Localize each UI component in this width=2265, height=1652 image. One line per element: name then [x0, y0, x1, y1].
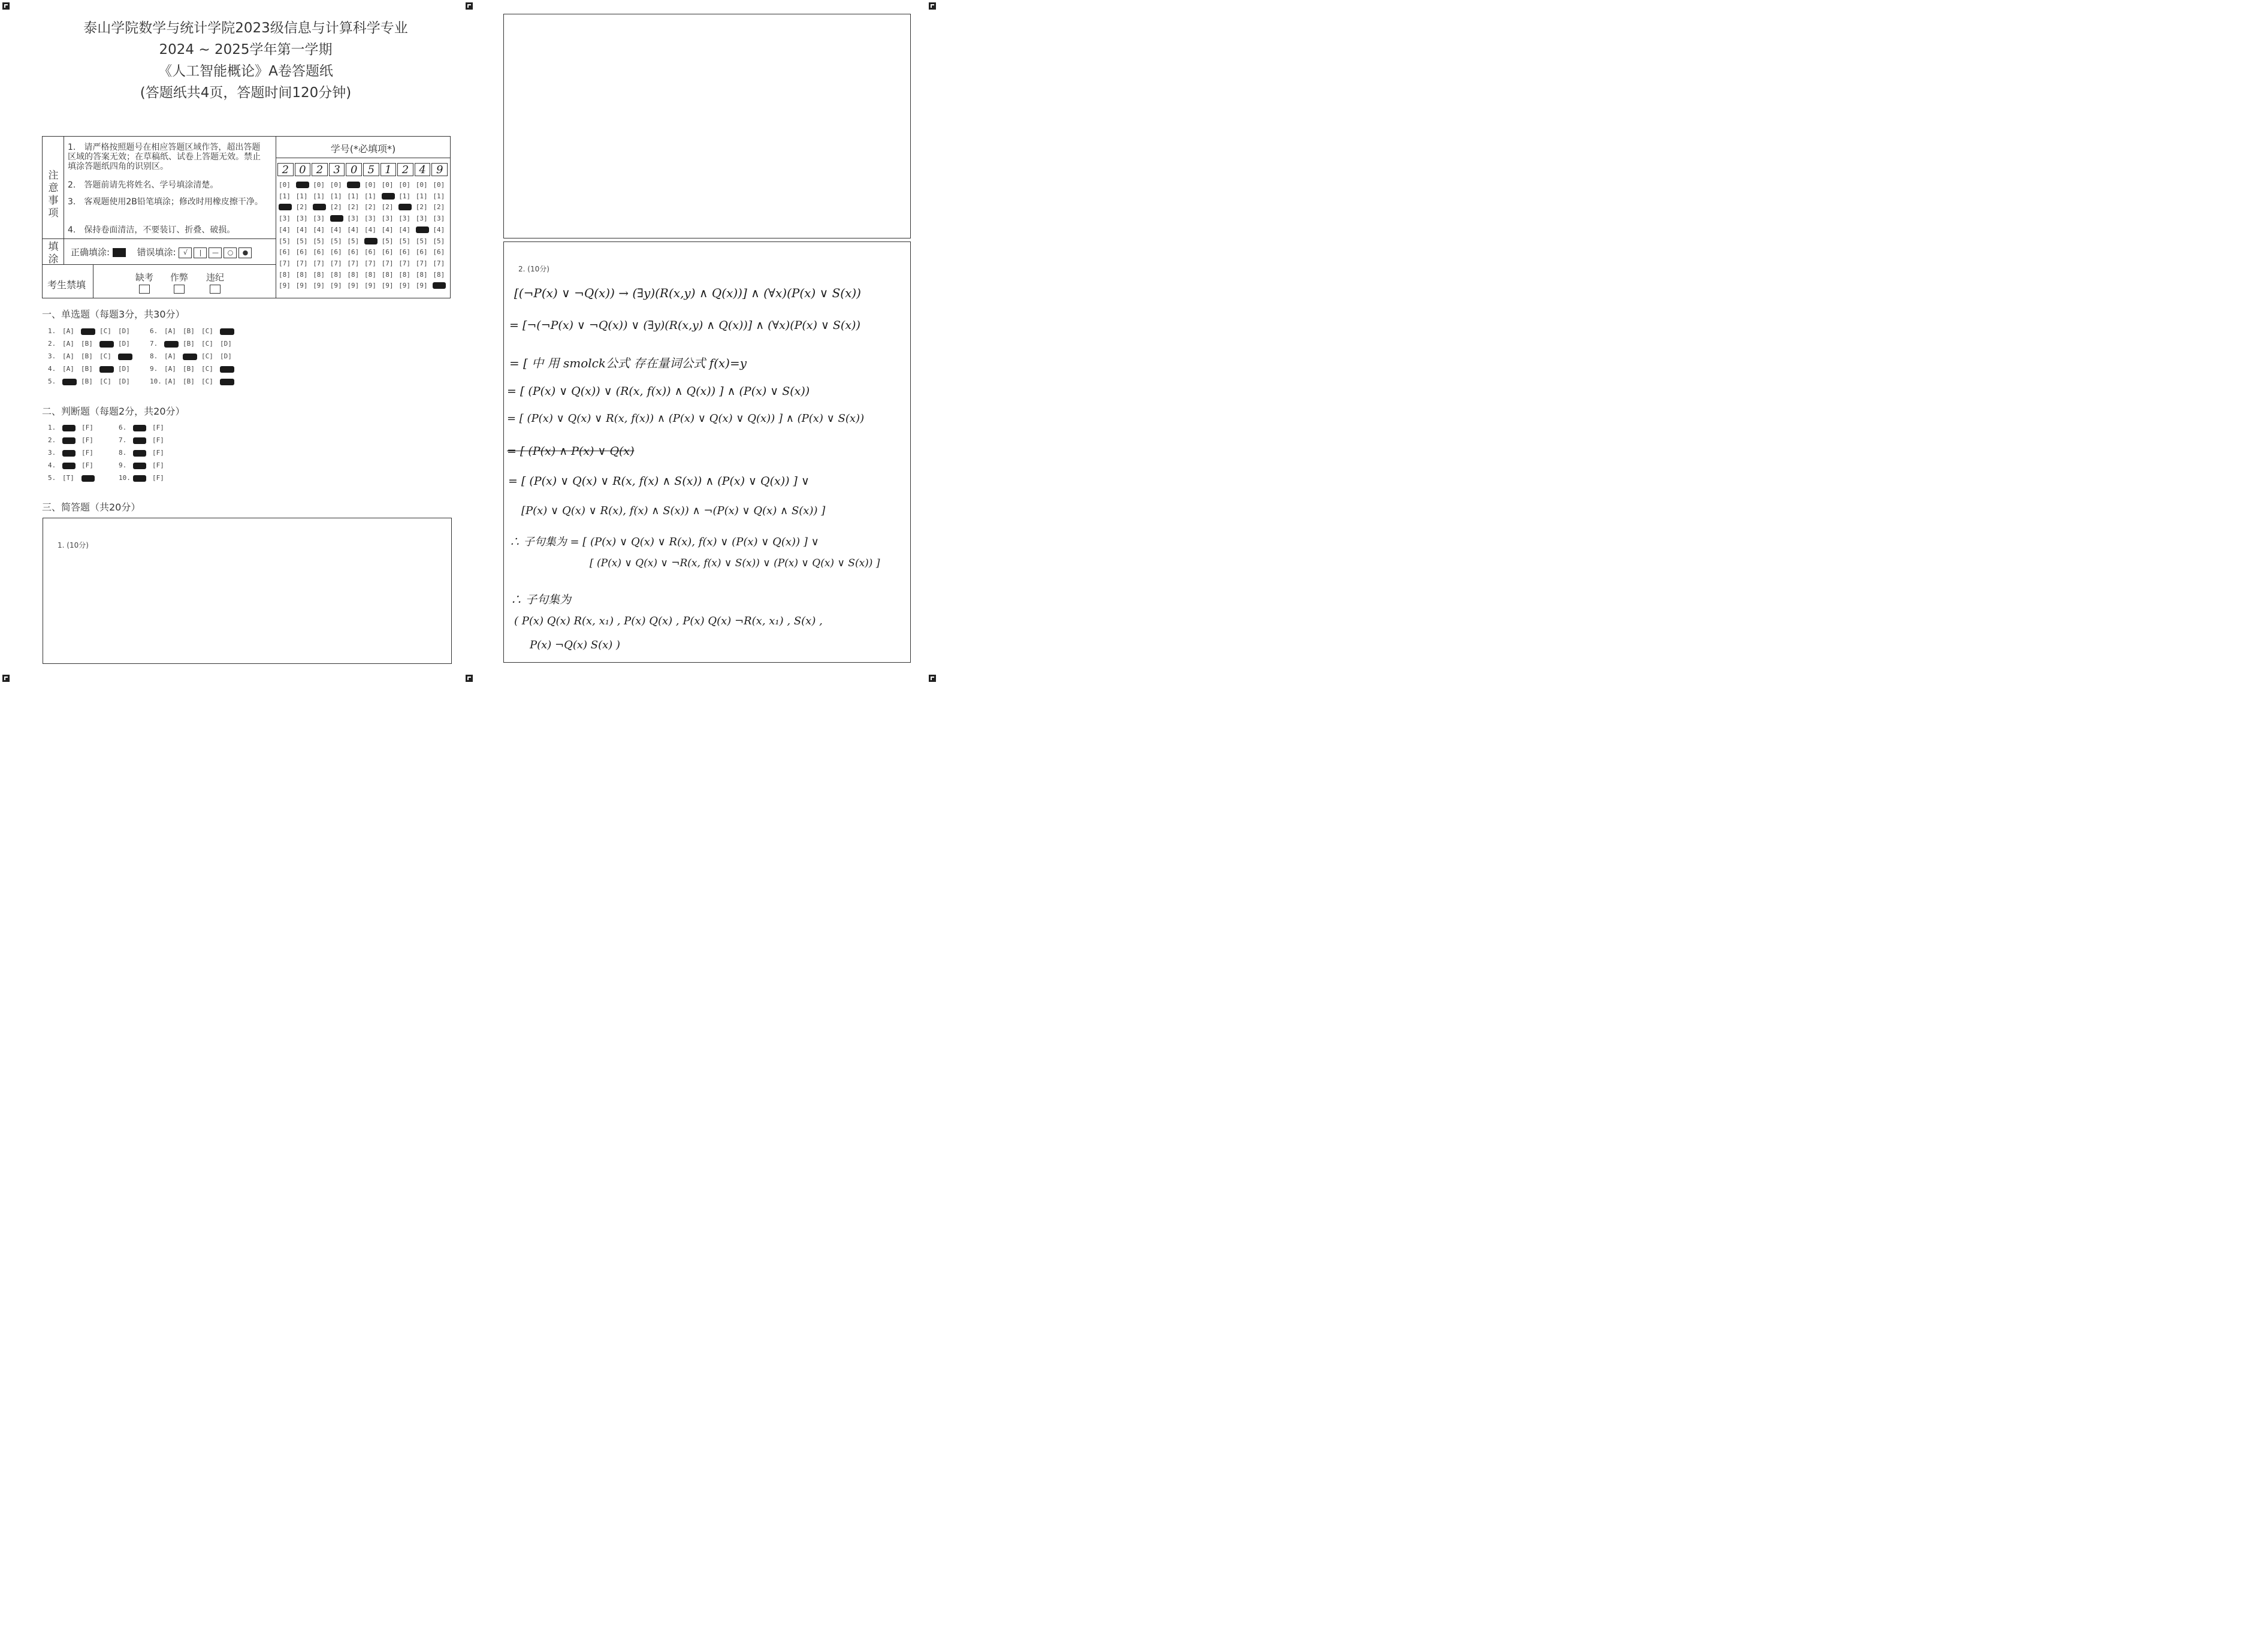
- tf-question-number: 9.: [119, 461, 127, 469]
- tf-bubble-filled[interactable]: [62, 463, 76, 469]
- student-id-bubble[interactable]: [5]: [313, 237, 325, 245]
- mc-bubble-filled[interactable]: [220, 328, 234, 335]
- page-title-line3: 《人工智能概论》A卷答题纸: [158, 64, 333, 79]
- student-id-digit-box: 1: [380, 163, 397, 176]
- tf-answer-area: [48, 424, 204, 486]
- student-id-bubble[interactable]: [0]: [330, 181, 342, 189]
- student-id-bubble[interactable]: [7]: [398, 259, 411, 267]
- handwriting-line-2: = [¬(¬P(x) ∨ ¬Q(x)) ∨ (∃y)(R(x,y) ∧ Q(x))] ∧ (∀x)(P(x) ∨ S(x)): [509, 319, 860, 332]
- mc-question-number: 6.: [150, 327, 158, 335]
- mc-bubble[interactable]: [C]: [201, 377, 213, 385]
- mc-question-number: 9.: [150, 365, 158, 373]
- mc-question-number: 4.: [48, 365, 56, 373]
- mc-bubble[interactable]: [A]: [164, 327, 176, 335]
- tf-question-number: 8.: [119, 449, 127, 457]
- student-id-bubble[interactable]: [3]: [279, 215, 291, 223]
- tf-bubble-filled[interactable]: [133, 425, 146, 431]
- student-id-bubble[interactable]: [9]: [398, 282, 411, 290]
- student-id-bubble[interactable]: [5]: [330, 237, 342, 245]
- student-id-bubble[interactable]: [8]: [279, 270, 291, 279]
- mc-bubble[interactable]: [C]: [201, 327, 213, 335]
- mc-bubble-filled[interactable]: [220, 366, 234, 373]
- tf-bubble-filled[interactable]: [81, 475, 95, 482]
- student-id-bubble[interactable]: [0]: [398, 181, 411, 189]
- wrong-mark-circle: ○: [224, 247, 237, 258]
- fill-example-row: [71, 246, 253, 258]
- mc-bubble[interactable]: [A]: [62, 352, 74, 360]
- mc-bubble-filled[interactable]: [164, 341, 179, 348]
- student-id-bubble[interactable]: [7]: [347, 259, 360, 267]
- mc-question-number: 7.: [150, 340, 158, 348]
- student-id-bubble[interactable]: [7]: [313, 259, 325, 267]
- student-id-bubble-filled[interactable]: [364, 238, 378, 244]
- student-id-bubble[interactable]: [1]: [279, 192, 291, 200]
- student-id-bubble[interactable]: [2]: [347, 203, 360, 212]
- tf-bubble[interactable]: [F]: [81, 424, 93, 431]
- corner-marker-bottom-left: [2, 675, 10, 682]
- mc-question-number: 5.: [48, 377, 56, 385]
- tf-bubble-filled[interactable]: [62, 450, 76, 457]
- tf-bubble[interactable]: [F]: [81, 461, 93, 469]
- handwriting-line-9: ∴ 子句集为 = [ (P(x) ∨ Q(x) ∨ R(x), f(x) ∨ (P(x) ∨ Q(x)) ] ∨: [509, 536, 819, 548]
- student-id-bubble[interactable]: [7]: [279, 259, 291, 267]
- mc-bubble[interactable]: [C]: [201, 340, 213, 348]
- mc-bubble[interactable]: [B]: [183, 365, 195, 373]
- student-id-digit-box: 5: [363, 163, 379, 176]
- student-id-bubble[interactable]: [4]: [398, 225, 411, 234]
- student-id-bubble[interactable]: [9]: [364, 282, 376, 290]
- student-id-bubble[interactable]: [8]: [415, 270, 428, 279]
- student-id-bubble[interactable]: [0]: [279, 181, 291, 189]
- student-id-bubble[interactable]: [5]: [398, 237, 411, 245]
- student-id-bubble[interactable]: [7]: [295, 259, 308, 267]
- student-id-bubble-filled[interactable]: [347, 182, 360, 188]
- mc-bubble[interactable]: [C]: [201, 352, 213, 360]
- mc-bubble[interactable]: [A]: [164, 352, 176, 360]
- student-id-bubble[interactable]: [6]: [347, 248, 360, 256]
- student-id-digit-box: 0: [346, 163, 362, 176]
- tf-question-number: 3.: [48, 449, 56, 457]
- mc-bubble[interactable]: [B]: [183, 327, 195, 335]
- handwriting-line-10: [ (P(x) ∨ Q(x) ∨ ¬R(x, f(x) ∨ S(x)) ∨ (P(x) ∨ Q(x) ∨ S(x)) ]: [590, 557, 880, 569]
- student-id-bubble[interactable]: [3]: [381, 215, 394, 223]
- student-id-bubble[interactable]: [2]: [295, 203, 308, 212]
- student-id-bubble[interactable]: [3]: [347, 215, 360, 223]
- student-id-bubble[interactable]: [4]: [381, 225, 394, 234]
- student-id-bubble[interactable]: [3]: [433, 215, 445, 223]
- mc-question-number: 1.: [48, 327, 56, 335]
- corner-marker-bottom-right: [929, 675, 936, 682]
- tf-question-number: 2.: [48, 436, 56, 444]
- mc-bubble[interactable]: [B]: [183, 340, 195, 348]
- notice-label: 注意事项: [48, 170, 59, 219]
- status-violation-checkbox[interactable]: [210, 285, 221, 294]
- mc-bubble-filled[interactable]: [99, 341, 114, 348]
- tf-bubble[interactable]: [F]: [152, 436, 164, 444]
- student-id-bubble[interactable]: [6]: [381, 248, 394, 256]
- tf-bubble[interactable]: [F]: [152, 424, 164, 431]
- student-id-bubble[interactable]: [1]: [295, 192, 308, 200]
- student-id-bubble[interactable]: [2]: [330, 203, 342, 212]
- mc-bubble[interactable]: [B]: [81, 340, 93, 348]
- mc-bubble-filled[interactable]: [118, 354, 132, 360]
- notice-item-3: 3. 客观题使用2B铅笔填涂；修改时用橡皮擦干净。: [68, 197, 263, 207]
- student-id-bubble[interactable]: [4]: [313, 225, 325, 234]
- mc-bubble[interactable]: [A]: [164, 365, 176, 373]
- mc-question-number: 2.: [48, 340, 56, 348]
- student-id-bubble[interactable]: [2]: [364, 203, 376, 212]
- student-id-bubble[interactable]: [9]: [330, 282, 342, 290]
- page-title-line4: (答题纸共4页，答题时间120分钟): [140, 85, 352, 101]
- mc-answer-area: [48, 327, 264, 389]
- status-cheat-label: 作弊: [170, 272, 188, 283]
- wrong-mark-dot: ●: [238, 247, 252, 258]
- tf-section-title: 二、判断题（每题2分，共20分）: [42, 406, 185, 417]
- mc-bubble[interactable]: [D]: [220, 352, 232, 360]
- tf-bubble[interactable]: [T]: [62, 474, 74, 482]
- student-id-bubble[interactable]: [3]: [364, 215, 376, 223]
- student-id-bubble[interactable]: [4]: [347, 225, 360, 234]
- answer-box-q1[interactable]: [43, 518, 452, 664]
- student-id-bubble[interactable]: [6]: [433, 248, 445, 256]
- notice-item-1: 1. 请严格按照题号在相应答题区域作答，超出答题区域的答案无效；在草稿纸、试卷上答题无效。禁止填涂答题纸四角的识别区。: [68, 143, 261, 171]
- student-id-bubble[interactable]: [9]: [279, 282, 291, 290]
- handwriting-line-7: = [ (P(x) ∨ Q(x) ∨ R(x, f(x) ∧ S(x)) ∧ (P(x) ∨ Q(x)) ] ∨: [508, 475, 810, 488]
- student-id-bubble[interactable]: [8]: [364, 270, 376, 279]
- student-id-bubble[interactable]: [6]: [313, 248, 325, 256]
- mc-section-title: 一、单选题（每题3分，共30分）: [42, 309, 185, 320]
- status-option-violation: [203, 271, 227, 294]
- student-id-bubble[interactable]: [1]: [433, 192, 445, 200]
- mc-bubble[interactable]: [B]: [183, 377, 195, 385]
- mc-bubble[interactable]: [C]: [99, 327, 111, 335]
- mc-bubble[interactable]: [B]: [81, 377, 93, 385]
- student-id-bubble[interactable]: [3]: [398, 215, 411, 223]
- mc-bubble[interactable]: [D]: [220, 340, 232, 348]
- notice-box: [42, 136, 451, 298]
- student-id-bubble[interactable]: [8]: [381, 270, 394, 279]
- student-id-bubble[interactable]: [5]: [295, 237, 308, 245]
- handwriting-line-11: ∴ 子句集为: [511, 593, 572, 606]
- student-id-bubble[interactable]: [0]: [415, 181, 428, 189]
- student-id-bubble[interactable]: [3]: [415, 215, 428, 223]
- mc-bubble-filled[interactable]: [220, 379, 234, 385]
- mc-question-number: 8.: [150, 352, 158, 360]
- status-cheat-checkbox[interactable]: [174, 285, 185, 294]
- mc-bubble[interactable]: [C]: [99, 352, 111, 360]
- mc-bubble[interactable]: [D]: [118, 340, 130, 348]
- status-option-absent: [132, 271, 156, 294]
- student-id-bubble[interactable]: [8]: [433, 270, 445, 279]
- q2-label: 2. (10分): [518, 265, 549, 273]
- status-absent-label: 缺考: [135, 272, 153, 283]
- student-id-bubble-filled[interactable]: [296, 182, 309, 188]
- corner-marker-top-right: [929, 2, 936, 10]
- handwriting-line-8: [P(x) ∨ Q(x) ∨ R(x), f(x) ∧ S(x)) ∧ ¬(P(x) ∨ Q(x) ∧ S(x)) ]: [521, 505, 826, 517]
- student-id-bubble[interactable]: [7]: [330, 259, 342, 267]
- student-id-bubble[interactable]: [7]: [415, 259, 428, 267]
- correct-fill-label: 正确填涂:: [71, 247, 110, 258]
- student-id-bubble[interactable]: [8]: [295, 270, 308, 279]
- corner-marker-top-left: [2, 2, 10, 10]
- student-id-digit-box: 2: [277, 163, 294, 176]
- student-id-bubble[interactable]: [5]: [415, 237, 428, 245]
- tf-bubble-filled[interactable]: [133, 437, 146, 444]
- student-id-bubble-filled[interactable]: [313, 204, 326, 210]
- student-id-bubble[interactable]: [2]: [381, 203, 394, 212]
- student-id-bubble[interactable]: [8]: [398, 270, 411, 279]
- student-id-bubble[interactable]: [7]: [433, 259, 445, 267]
- student-id-bubble[interactable]: [4]: [364, 225, 376, 234]
- student-id-bubble[interactable]: [1]: [364, 192, 376, 200]
- student-id-bubble[interactable]: [9]: [347, 282, 360, 290]
- student-id-bubble[interactable]: [5]: [381, 237, 394, 245]
- notice-item-4: 4. 保持卷面清洁，不要装订、折叠、破损。: [68, 225, 235, 235]
- student-id-digits: [277, 163, 449, 177]
- status-absent-checkbox[interactable]: [139, 285, 150, 294]
- mc-bubble[interactable]: [A]: [164, 377, 176, 385]
- exam-forbidden-label: 考生禁填: [47, 279, 86, 291]
- handwriting-line-12: ( P(x) Q(x) R(x, x₁) , P(x) Q(x) , P(x) Q(x) ¬R(x, x₁) , S(x) ,: [514, 615, 823, 627]
- mc-question-number: 3.: [48, 352, 56, 360]
- status-violation-label: 违纪: [206, 272, 224, 283]
- student-id-bubble[interactable]: [4]: [433, 225, 445, 234]
- student-id-bubble[interactable]: [1]: [398, 192, 411, 200]
- student-id-digit-box: 0: [295, 163, 311, 176]
- student-id-bubble-filled[interactable]: [433, 282, 446, 289]
- tf-bubble[interactable]: [F]: [152, 474, 164, 482]
- student-id-bubble-filled[interactable]: [416, 226, 429, 233]
- tf-bubble-filled[interactable]: [133, 463, 146, 469]
- student-id-bubble[interactable]: [7]: [381, 259, 394, 267]
- wrong-fill-label: 错误填涂:: [137, 247, 176, 258]
- tf-question-number: 5.: [48, 474, 56, 482]
- student-id-bubble-filled[interactable]: [279, 204, 292, 210]
- wrong-mark-check: √: [179, 247, 192, 258]
- student-id-bubble[interactable]: [9]: [295, 282, 308, 290]
- mc-bubble[interactable]: [C]: [99, 377, 111, 385]
- mc-bubble-filled[interactable]: [183, 354, 197, 360]
- student-id-bubble[interactable]: [0]: [364, 181, 376, 189]
- student-id-bubble[interactable]: [8]: [347, 270, 360, 279]
- notice-item-2: 2. 答题前请先将姓名、学号填涂清楚。: [68, 180, 219, 190]
- handwriting-line-5: = [ (P(x) ∨ Q(x) ∨ R(x, f(x)) ∧ (P(x) ∨ Q(x) ∨ Q(x)) ] ∧ (P(x) ∨ S(x)): [507, 412, 865, 425]
- student-id-bubble[interactable]: [5]: [433, 237, 445, 245]
- tf-bubble[interactable]: [F]: [81, 436, 93, 444]
- handwriting-line-6: = [ (P(x) ∧ P(x) ∨ Q(x): [507, 445, 635, 458]
- corner-marker-top-middle: [466, 2, 473, 10]
- student-id-bubble-filled[interactable]: [382, 193, 395, 200]
- student-id-bubble[interactable]: [2]: [415, 203, 428, 212]
- short-answer-section-title: 三、简答题（共20分）: [42, 502, 141, 513]
- student-id-bubble[interactable]: [0]: [381, 181, 394, 189]
- answer-box-continuation[interactable]: [503, 14, 911, 238]
- student-id-bubble[interactable]: [8]: [313, 270, 325, 279]
- student-id-bubble[interactable]: [7]: [364, 259, 376, 267]
- tf-bubble-filled[interactable]: [133, 450, 146, 457]
- student-id-bubble[interactable]: [3]: [313, 215, 325, 223]
- mc-bubble[interactable]: [B]: [81, 352, 93, 360]
- student-id-bubble[interactable]: [0]: [433, 181, 445, 189]
- handwriting-line-13: P(x) ¬Q(x) S(x) ): [530, 639, 621, 651]
- mc-bubble-filled[interactable]: [62, 379, 77, 385]
- student-id-digit-box: 2: [312, 163, 328, 176]
- mc-bubble[interactable]: [B]: [81, 365, 93, 373]
- student-id-digit-box: 9: [431, 163, 448, 176]
- fill-label: 填涂: [48, 241, 59, 265]
- student-id-bubble[interactable]: [9]: [415, 282, 428, 290]
- mc-bubble[interactable]: [D]: [118, 365, 130, 373]
- mc-bubble[interactable]: [D]: [118, 377, 130, 385]
- mc-bubble[interactable]: [A]: [62, 327, 74, 335]
- tf-bubble[interactable]: [F]: [81, 449, 93, 457]
- student-id-bubble[interactable]: [9]: [313, 282, 325, 290]
- mc-bubble[interactable]: [A]: [62, 365, 74, 373]
- student-id-digit-box: 4: [415, 163, 431, 176]
- student-id-digit-box: 2: [397, 163, 413, 176]
- student-id-bubble[interactable]: [2]: [433, 203, 445, 212]
- mc-question-number: 10.: [150, 377, 162, 385]
- page-title-line2: 2024 ~ 2025学年第一学期: [159, 42, 333, 58]
- student-id-bubble[interactable]: [4]: [330, 225, 342, 234]
- page-title-line1: 泰山学院数学与统计学院2023级信息与计算科学专业: [83, 20, 408, 36]
- student-id-bubble[interactable]: [1]: [415, 192, 428, 200]
- student-id-bubble-filled[interactable]: [398, 204, 412, 210]
- tf-question-number: 1.: [48, 424, 56, 431]
- tf-bubble[interactable]: [F]: [152, 449, 164, 457]
- mc-bubble[interactable]: [C]: [201, 365, 213, 373]
- corner-marker-bottom-middle: [466, 675, 473, 682]
- mc-bubble-filled[interactable]: [99, 366, 114, 373]
- student-id-bubble[interactable]: [5]: [279, 237, 291, 245]
- handwriting-line-4: = [ (P(x) ∨ Q(x)) ∨ (R(x, f(x)) ∧ Q(x)) ] ∧ (P(x) ∨ S(x)): [507, 385, 810, 398]
- student-id-bubble[interactable]: [6]: [330, 248, 342, 256]
- student-id-bubble[interactable]: [6]: [279, 248, 291, 256]
- tf-bubble[interactable]: [F]: [152, 461, 164, 469]
- tf-bubble-filled[interactable]: [133, 475, 146, 482]
- student-id-bubble[interactable]: [9]: [381, 282, 394, 290]
- student-id-bubble[interactable]: [4]: [279, 225, 291, 234]
- student-id-bubble[interactable]: [6]: [364, 248, 376, 256]
- student-id-bubble[interactable]: [8]: [330, 270, 342, 279]
- mc-bubble-filled[interactable]: [81, 328, 95, 335]
- wrong-mark-bar: |: [194, 247, 207, 258]
- student-id-digit-box: 3: [329, 163, 345, 176]
- tf-question-number: 4.: [48, 461, 56, 469]
- tf-question-number: 7.: [119, 436, 127, 444]
- student-id-bubble[interactable]: [4]: [295, 225, 308, 234]
- tf-bubble-filled[interactable]: [62, 425, 76, 431]
- student-id-bubble[interactable]: [6]: [398, 248, 411, 256]
- student-id-bubble[interactable]: [1]: [347, 192, 360, 200]
- student-id-bubble-filled[interactable]: [330, 215, 343, 222]
- student-id-bubble[interactable]: [0]: [313, 181, 325, 189]
- handwriting-line-3: = [ 中 用 smolck公式 存在量词公式 f(x)=y: [509, 356, 747, 370]
- correct-fill-sample: [113, 248, 126, 257]
- mc-bubble[interactable]: [D]: [118, 327, 130, 335]
- student-id-bubble[interactable]: [6]: [295, 248, 308, 256]
- tf-question-number: 10.: [119, 474, 131, 482]
- tf-bubble-filled[interactable]: [62, 437, 76, 444]
- student-id-bubble[interactable]: [1]: [313, 192, 325, 200]
- tf-question-number: 6.: [119, 424, 127, 431]
- handwriting-line-1: [(¬P(x) ∨ ¬Q(x)) → (∃y)(R(x,y) ∧ Q(x))] ∧ (∀x)(P(x) ∨ S(x)): [514, 286, 861, 300]
- status-option-cheat: [167, 271, 191, 294]
- mc-bubble[interactable]: [A]: [62, 340, 74, 348]
- student-id-bubble-grid: [277, 181, 449, 295]
- student-id-bubble[interactable]: [5]: [347, 237, 360, 245]
- student-id-bubble[interactable]: [6]: [415, 248, 428, 256]
- student-id-label: 学号(*必填项*): [330, 143, 396, 155]
- q1-label: 1. (10分): [58, 541, 89, 549]
- student-id-bubble[interactable]: [3]: [295, 215, 308, 223]
- wrong-mark-dash: —: [209, 247, 222, 258]
- student-id-bubble[interactable]: [1]: [330, 192, 342, 200]
